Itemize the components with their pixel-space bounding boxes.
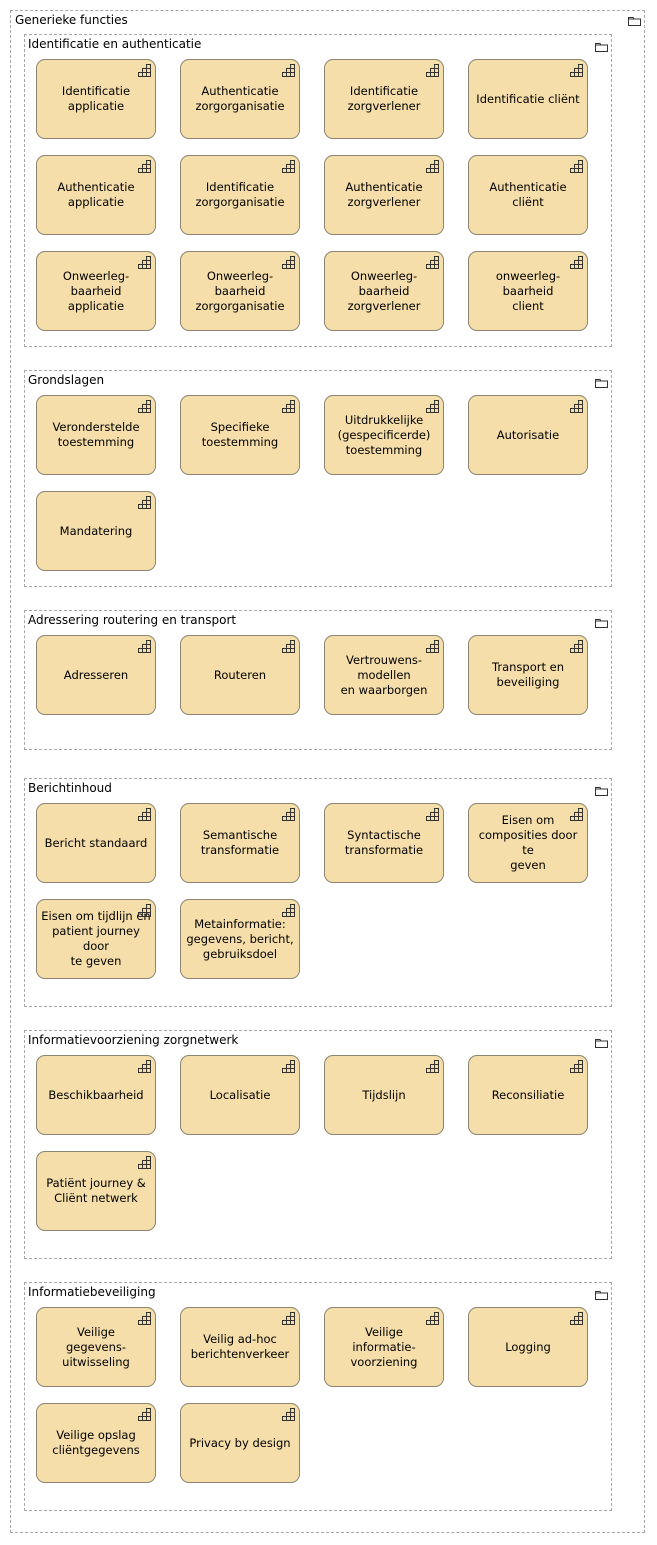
function-box[interactable] (324, 1307, 444, 1387)
business-function-icon (138, 1156, 151, 1169)
function-box[interactable] (180, 1055, 300, 1135)
business-function-icon (570, 1060, 583, 1073)
function-box[interactable] (468, 59, 588, 139)
function-box[interactable] (468, 803, 588, 883)
business-function-icon (426, 1060, 439, 1073)
business-function-icon (570, 160, 583, 173)
function-box[interactable] (180, 155, 300, 235)
business-function-icon (570, 1312, 583, 1325)
function-label: Identificatie applicatie (61, 84, 131, 113)
business-function-icon (570, 400, 583, 413)
function-box[interactable] (36, 59, 156, 139)
function-label: Vertrouwens- modellen en waarborgen (340, 652, 428, 697)
function-label: Onweerleg- baarheid applicatie (62, 268, 130, 313)
function-label: Veilige opslag cliëntgegevens (52, 1428, 140, 1457)
business-function-icon (570, 808, 583, 821)
business-function-icon (138, 496, 151, 509)
function-box[interactable] (324, 251, 444, 331)
function-label: Routeren (213, 667, 267, 682)
function-box[interactable] (180, 1307, 300, 1387)
business-function-icon (138, 1408, 151, 1421)
function-label: Bericht standaard (44, 835, 148, 850)
function-box[interactable] (36, 251, 156, 331)
function-label: Reconsiliatie (491, 1087, 565, 1102)
function-box[interactable] (36, 1055, 156, 1135)
function-label: Authenticatie cliënt (489, 180, 567, 209)
group-title: Adressering routering en transport (28, 613, 237, 627)
function-label: Semantische transformatie (200, 828, 280, 857)
function-box[interactable] (468, 395, 588, 475)
function-box[interactable] (324, 803, 444, 883)
function-label: Autorisatie (496, 427, 560, 442)
function-label: Authenticatie zorgverlener (345, 180, 423, 209)
function-label: Transport en beveiliging (492, 660, 564, 689)
function-box[interactable] (36, 155, 156, 235)
group-container (24, 1030, 612, 1259)
function-box[interactable] (468, 1307, 588, 1387)
function-label: Identificatie cliënt (476, 91, 580, 106)
outer-group-title: Generieke functies (15, 13, 128, 27)
business-function-icon (138, 256, 151, 269)
function-box[interactable] (36, 1403, 156, 1483)
function-label: Authenticatie applicatie (57, 180, 135, 209)
business-function-icon (426, 640, 439, 653)
function-box[interactable] (324, 1055, 444, 1135)
function-label: Specifieke toestemming (201, 420, 279, 449)
function-box[interactable] (180, 635, 300, 715)
business-function-icon (138, 808, 151, 821)
business-function-icon (282, 640, 295, 653)
function-label: Privacy by design (189, 1435, 291, 1450)
function-label: Uitdrukkelijke (gespecificerde) toestemming (337, 412, 431, 457)
business-function-icon (282, 160, 295, 173)
function-box[interactable] (180, 59, 300, 139)
function-label: Identificatie zorgorganisatie (195, 180, 285, 209)
business-function-icon (138, 1060, 151, 1073)
function-box[interactable] (36, 803, 156, 883)
business-function-icon (282, 64, 295, 77)
folder-icon (595, 378, 608, 388)
business-function-icon (426, 400, 439, 413)
function-box[interactable] (468, 251, 588, 331)
function-box[interactable] (324, 59, 444, 139)
business-function-icon (282, 808, 295, 821)
group-container (24, 1282, 612, 1511)
function-label: Mandatering (59, 523, 133, 538)
business-function-icon (282, 1312, 295, 1325)
business-function-icon (426, 160, 439, 173)
folder-icon (595, 1038, 608, 1048)
group-title: Informatievoorziening zorgnetwerk (28, 1033, 239, 1047)
function-label: Identificatie zorgverlener (347, 84, 421, 113)
function-box[interactable] (36, 1307, 156, 1387)
folder-icon (628, 16, 641, 26)
business-function-icon (570, 64, 583, 77)
group-title: Grondslagen (28, 373, 105, 387)
business-function-icon (138, 904, 151, 917)
business-function-icon (138, 64, 151, 77)
business-function-icon (282, 1408, 295, 1421)
function-label: onweerleg- baarheid client (495, 268, 561, 313)
business-function-icon (282, 904, 295, 917)
group-container (24, 34, 612, 347)
function-label: Veilig ad-hoc berichtenverkeer (190, 1332, 290, 1361)
business-function-icon (138, 640, 151, 653)
business-function-icon (426, 1312, 439, 1325)
function-label: Beschikbaarheid (48, 1087, 144, 1102)
function-box[interactable] (324, 635, 444, 715)
business-function-icon (426, 808, 439, 821)
function-box[interactable] (468, 155, 588, 235)
business-function-icon (138, 400, 151, 413)
function-box[interactable] (180, 395, 300, 475)
function-box[interactable] (468, 635, 588, 715)
folder-icon (595, 786, 608, 796)
function-box[interactable] (36, 395, 156, 475)
group-container (24, 610, 612, 750)
function-label: Logging (505, 1339, 551, 1354)
function-label: Veronderstelde toestemming (52, 420, 140, 449)
function-label: Onweerleg- baarheid zorgverlener (347, 268, 421, 313)
function-box[interactable] (324, 395, 444, 475)
business-function-icon (282, 256, 295, 269)
function-box[interactable] (468, 1055, 588, 1135)
function-box[interactable] (180, 899, 300, 979)
function-label: Veilige informatie- voorziening (350, 1324, 418, 1369)
business-function-icon (426, 64, 439, 77)
folder-icon (595, 42, 608, 52)
group-container (24, 370, 612, 587)
function-box[interactable] (180, 1403, 300, 1483)
function-label: Metainformatie: gegevens, bericht, gebruiksdoel (186, 916, 294, 961)
function-box[interactable] (36, 635, 156, 715)
function-label: Onweerleg- baarheid zorgorganisatie (195, 268, 285, 313)
business-function-icon (282, 1060, 295, 1073)
function-box[interactable] (180, 803, 300, 883)
function-label: Localisatie (209, 1087, 271, 1102)
function-box[interactable] (36, 1151, 156, 1231)
function-label: Authenticatie zorgorganisatie (195, 84, 285, 113)
group-title: Berichtinhoud (28, 781, 112, 795)
function-label: Eisen om composities door te geven (478, 813, 578, 872)
function-box[interactable] (36, 899, 156, 979)
function-label: Syntactische transformatie (344, 828, 424, 857)
function-label: Tijdslijn (362, 1087, 406, 1102)
function-box[interactable] (36, 491, 156, 571)
function-label: Patiënt journey & Cliënt netwerk (46, 1176, 146, 1205)
group-title: Informatiebeveiliging (28, 1285, 156, 1299)
business-function-icon (138, 1312, 151, 1325)
folder-icon (595, 618, 608, 628)
function-box[interactable] (180, 251, 300, 331)
business-function-icon (570, 256, 583, 269)
function-box[interactable] (324, 155, 444, 235)
business-function-icon (282, 400, 295, 413)
group-container (24, 778, 612, 1007)
function-label: Adresseren (63, 667, 129, 682)
business-function-icon (138, 160, 151, 173)
folder-icon (595, 1290, 608, 1300)
business-function-icon (570, 640, 583, 653)
function-label: Veilige gegevens- uitwisseling (62, 1324, 130, 1369)
group-title: Identificatie en authenticatie (28, 37, 202, 51)
function-label: Eisen om tijdlijn en patient journey door te geven (41, 909, 151, 968)
business-function-icon (426, 256, 439, 269)
